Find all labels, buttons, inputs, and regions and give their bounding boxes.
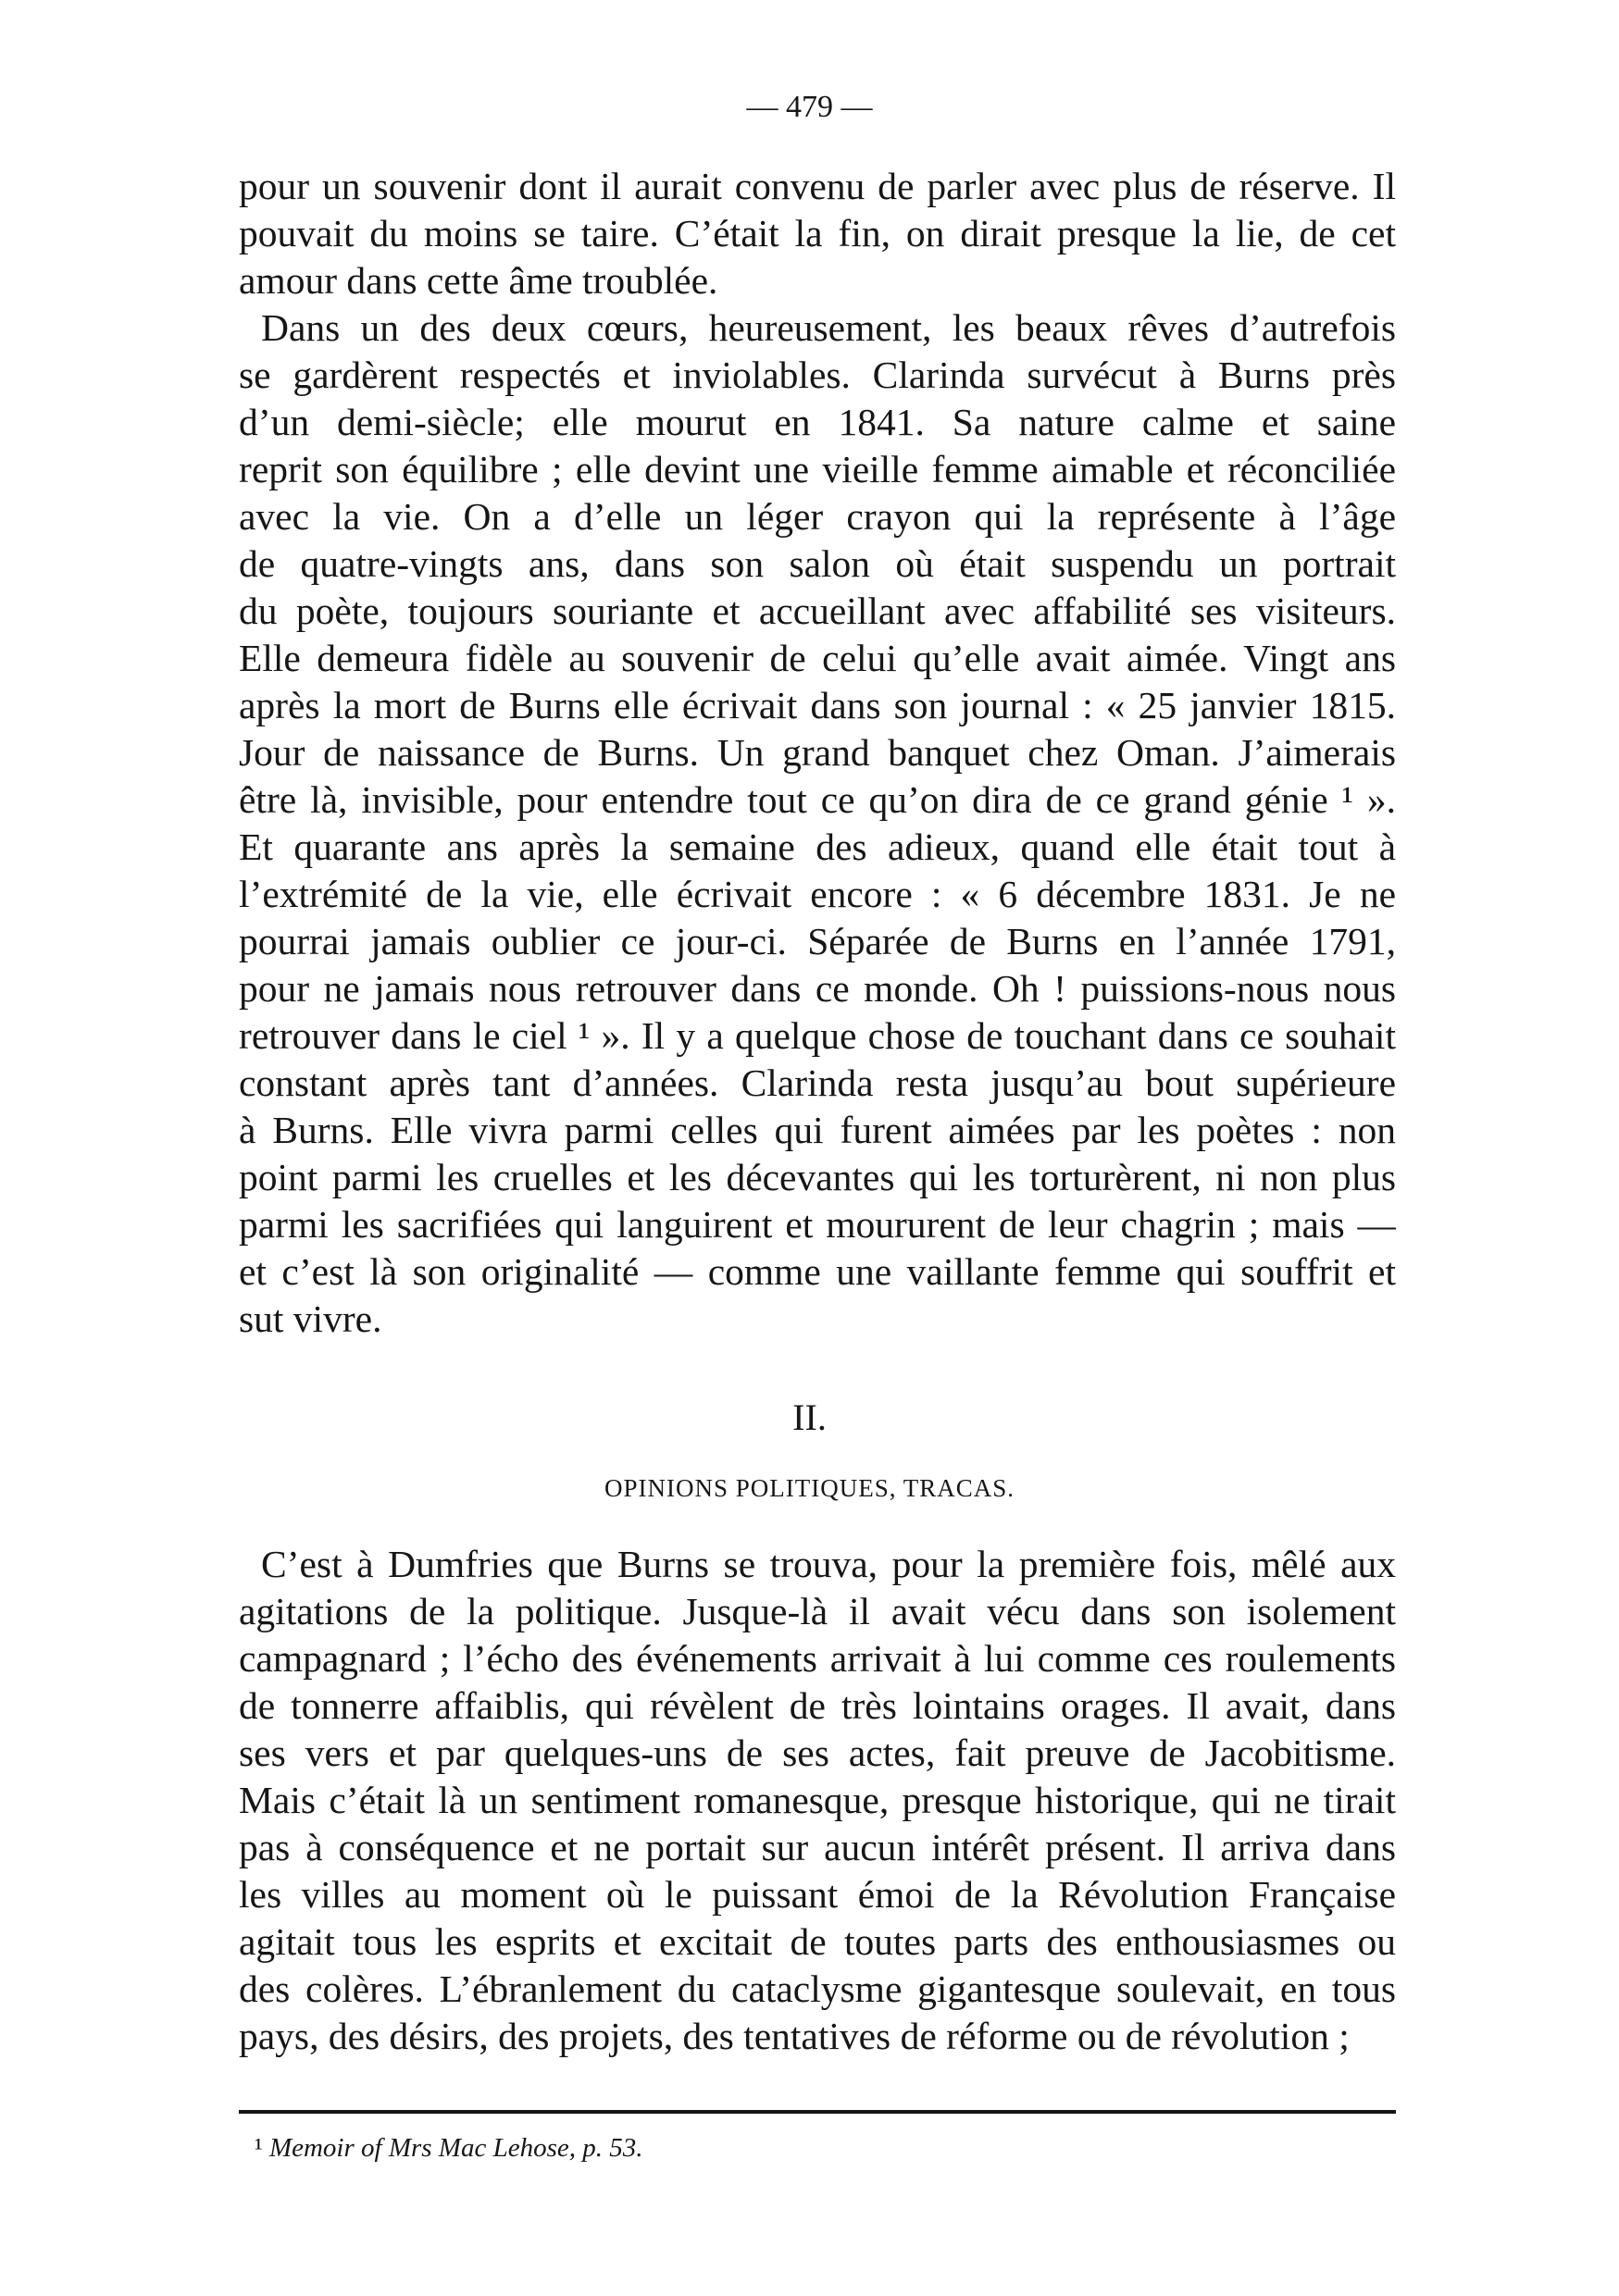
text-line: avec la vie. On a d’elle un léger crayon qui la représente à l’âge bbox=[239, 495, 1396, 538]
footnote-divider bbox=[239, 2110, 1396, 2114]
text-line: campagnard ; l’écho des événements arrivait à lui comme ces roulements bbox=[239, 1637, 1396, 1680]
text-line: Jour de naissance de Burns. Un grand banquet chez Oman. J’aimerais bbox=[239, 731, 1396, 774]
footnote-mark: ¹ bbox=[255, 2133, 263, 2163]
text-line: à Burns. Elle vivra parmi celles qui furent aimées par les poètes : non bbox=[239, 1109, 1396, 1151]
paragraph-2 bbox=[239, 304, 1396, 1343]
text-line: et c’est là son originalité — comme une vaillante femme qui souffrit et bbox=[239, 1250, 1396, 1293]
text-line: se gardèrent respectés et inviolables. Clarinda survécut à Burns près bbox=[239, 354, 1396, 396]
text-line: les villes au moment où le puissant émoi de la Révolution Française bbox=[239, 1873, 1396, 1916]
footnote-text: Memoir of Mrs Mac Lehose, p. 53. bbox=[268, 2133, 643, 2163]
text-line: retrouver dans le ciel ¹ ». Il y a quelque chose de touchant dans ce souhait bbox=[239, 1014, 1396, 1057]
text-line: l’extrémité de la vie, elle écrivait encore : « 6 décembre 1831. Je ne bbox=[239, 873, 1396, 915]
text-line: parmi les sacrifiées qui languirent et moururent de leur chagrin ; mais — bbox=[239, 1203, 1396, 1246]
text-line: du poète, toujours souriante et accueillant avec affabilité ses visiteurs. bbox=[239, 590, 1396, 632]
text-line: pourrai jamais oublier ce jour-ci. Séparée de Burns en l’année 1791, bbox=[239, 920, 1396, 962]
text-line: pour ne jamais nous retrouver dans ce monde. Oh ! puissions-nous nous bbox=[239, 967, 1396, 1010]
text-line: amour dans cette âme troublée. bbox=[239, 259, 718, 302]
text-line: reprit son équilibre ; elle devint une vieille femme aimable et réconciliée bbox=[239, 448, 1396, 490]
page-number: — 479 — bbox=[746, 90, 873, 124]
text-line: agitations de la politique. Jusque-là il avait vécu dans son isolement bbox=[239, 1590, 1396, 1632]
text-line: d’un demi-siècle; elle mourut en 1841. Sa nature calme et saine bbox=[239, 401, 1396, 443]
text-line: sut vivre. bbox=[239, 1297, 382, 1340]
text-line: pays, des désirs, des projets, des tentatives de réforme ou de révolution ; bbox=[239, 2015, 1350, 2057]
section-title: OPINIONS POLITIQUES, TRACAS. bbox=[604, 1474, 1015, 1502]
text-line: Dans un des deux cœurs, heureusement, les beaux rêves d’autrefois bbox=[261, 306, 1396, 349]
paragraph-1 bbox=[239, 163, 1396, 304]
section-number: II. bbox=[792, 1396, 827, 1438]
text-line: pouvait du moins se taire. C’était la fin, on dirait presque la lie, de cet bbox=[239, 212, 1396, 254]
text-line: après la mort de Burns elle écrivait dans son journal : « 25 janvier 1815. bbox=[239, 684, 1396, 726]
text-line: agitait tous les esprits et excitait de toutes parts des enthousiasmes ou bbox=[239, 1920, 1396, 1963]
text-line: constant après tant d’années. Clarinda resta jusqu’au bout supérieure bbox=[239, 1061, 1396, 1104]
text-line: ses vers et par quelques-uns de ses actes, fait preuve de Jacobitisme. bbox=[239, 1731, 1396, 1774]
text-line: pour un souvenir dont il aurait convenu de parler avec plus de réserve. Il bbox=[239, 165, 1396, 207]
text-line: de tonnerre affaiblis, qui révèlent de très lointains orages. Il avait, dans bbox=[239, 1684, 1396, 1727]
text-line: point parmi les cruelles et les décevantes qui les torturèrent, ni non plus bbox=[239, 1156, 1396, 1198]
paragraph-3 bbox=[239, 1541, 1396, 2060]
text-line: Et quarante ans après la semaine des adieux, quand elle était tout à bbox=[239, 825, 1396, 868]
text-line: pas à conséquence et ne portait sur aucun intérêt présent. Il arriva dans bbox=[239, 1826, 1396, 1868]
text-line: Elle demeura fidèle au souvenir de celui qu’elle avait aimée. Vingt ans bbox=[239, 637, 1396, 679]
text-line: des colères. L’ébranlement du cataclysme gigantesque soulevait, en tous bbox=[239, 1967, 1396, 2010]
text-line: de quatre-vingts ans, dans son salon où était suspendu un portrait bbox=[239, 542, 1396, 585]
text-line: Mais c’était là un sentiment romanesque, presque historique, qui ne tirait bbox=[239, 1779, 1396, 1821]
text-line: être là, invisible, pour entendre tout ce qu’on dira de ce grand génie ¹ ». bbox=[239, 778, 1396, 821]
footnote bbox=[255, 2133, 643, 2164]
text-line: C’est à Dumfries que Burns se trouva, pour la première fois, mêlé aux bbox=[261, 1543, 1396, 1585]
